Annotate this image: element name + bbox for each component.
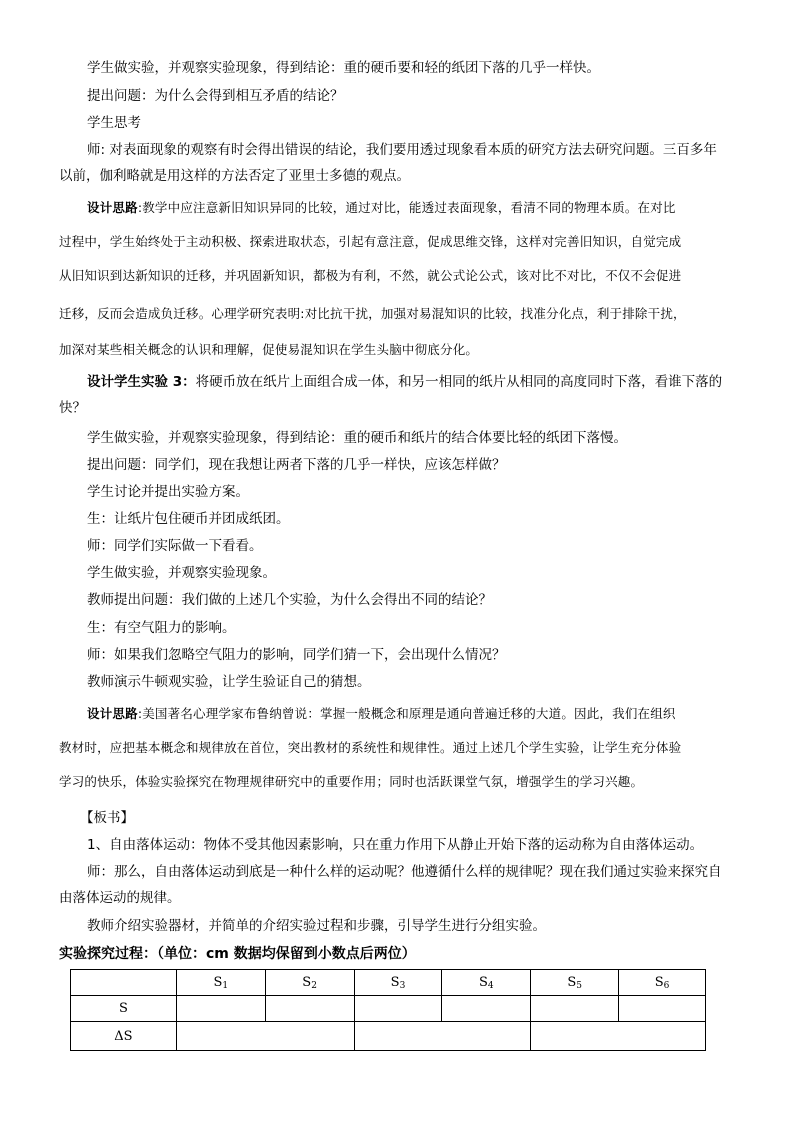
row-label: ΔS bbox=[71, 1022, 177, 1051]
paragraph: 师: 对表面现象的观察有时会得出错误的结论，我们要用透过现象看本质的研究方法去研究问题。三百多年 bbox=[87, 142, 717, 158]
table-cell bbox=[176, 1022, 354, 1051]
table-cell bbox=[265, 996, 354, 1022]
paragraph: 提出问题：同学们，现在我想让两者下落的几乎一样快，应该怎样做？ bbox=[87, 457, 506, 473]
table-cell bbox=[354, 1022, 531, 1051]
paragraph: 学生做实验，并观察实验现象，得到结论：重的硬币和纸片的结合体要比轻的纸团下落慢。 bbox=[87, 430, 627, 446]
experiment-heading: 实验探究过程：（单位：cm 数据均保留到小数点后两位） bbox=[59, 946, 416, 962]
design-thinking-1: 设计思路:教学中应注意新旧知识异同的比较，通过对比，能透过表面现象，看清不同的物理本质。在对比 bbox=[87, 200, 676, 215]
paragraph: 师：如果我们忽略空气阻力的影响，同学们猜一下，会出现什么情况？ bbox=[87, 647, 506, 663]
paragraph: 师：同学们实际做一下看看。 bbox=[87, 538, 263, 554]
design-thinking-2: 设计思路:美国著名心理学家布鲁纳曾说：掌握一般概念和原理是通向普遍迁移的大道。因此，我们在组织 bbox=[87, 706, 676, 721]
table-row bbox=[71, 996, 706, 1022]
paragraph: 快？ bbox=[59, 400, 86, 416]
paragraph: 迁移，反而会造成负迁移。心理学研究表明:对比抗干扰，加强对易混知识的比较，找准分化点，利于排除干扰， bbox=[59, 306, 686, 321]
table-cell bbox=[442, 996, 531, 1022]
paragraph: 师：那么，自由落体运动到底是一种什么样的运动呢？他遵循什么样的规律呢？现在我们通过实验来探究自 bbox=[87, 864, 722, 880]
row-label: S bbox=[71, 996, 177, 1022]
paragraph: 学生做实验，并观察实验现象，得到结论：重的硬币要和轻的纸团下落的几乎一样快。 bbox=[87, 60, 600, 76]
design-label: 设计思路 bbox=[87, 200, 138, 215]
paragraph: 学习的快乐，体验实验探究在物理规律研究中的重要作用；同时也活跃课堂气氛，增强学生的学习兴趣。 bbox=[59, 774, 644, 789]
table-cell bbox=[71, 970, 177, 996]
table-header-row bbox=[71, 970, 706, 996]
paragraph: 提出问题：为什么会得到相互矛盾的结论？ bbox=[87, 88, 344, 104]
paragraph: 由落体运动的规律。 bbox=[59, 890, 181, 906]
paragraph: 教材时，应把基本概念和规律放在首位，突出教材的系统性和规律性。通过上述几个学生实验，让学生充分体验 bbox=[59, 740, 682, 755]
paragraph: 教师提出问题：我们做的上述几个实验，为什么会得出不同的结论？ bbox=[87, 592, 492, 608]
paragraph: 加深对某些相关概念的认识和理解，促使易混知识在学生头脑中彻底分化。 bbox=[59, 342, 479, 357]
table-header-cell: $S_4$ bbox=[442, 970, 531, 996]
paragraph: 学生做实验，并观察实验现象。 bbox=[87, 565, 276, 581]
table-cell bbox=[176, 996, 265, 1022]
table-cell bbox=[619, 996, 706, 1022]
paragraph: 以前，伽利略就是用这样的方法否定了亚里士多德的观点。 bbox=[59, 168, 410, 184]
paragraph: 生：有空气阻力的影响。 bbox=[87, 620, 236, 636]
paragraph: 过程中，学生始终处于主动积极、探索进取状态，引起有意注意，促成思维交锋，这样对完善旧知识，自觉完成 bbox=[59, 234, 682, 249]
table-cell bbox=[531, 996, 619, 1022]
table-row bbox=[71, 1022, 706, 1051]
paragraph: 从旧知识到达新知识的迁移，并巩固新知识，都极为有利，不然，就公式论公式，该对比不对比，不仅不会促进 bbox=[59, 268, 682, 283]
paragraph: 学生讨论并提出实验方案。 bbox=[87, 484, 249, 500]
table-header-cell: $S_6$ bbox=[619, 970, 706, 996]
table-cell bbox=[354, 996, 442, 1022]
experiment-table bbox=[70, 969, 706, 1051]
design-label: 设计思路 bbox=[87, 706, 138, 721]
blackboard-label: 【板书】 bbox=[80, 810, 134, 826]
table-header-cell: $S_5$ bbox=[531, 970, 619, 996]
paragraph: 生：让纸片包住硬币并团成纸团。 bbox=[87, 511, 290, 527]
paragraph: 教师演示牛顿观实验，让学生验证自己的猜想。 bbox=[87, 674, 371, 690]
experiment-label: 设计学生实验 3： bbox=[87, 374, 196, 390]
table-cell bbox=[531, 1022, 706, 1051]
paragraph: 学生思考 bbox=[87, 115, 141, 131]
table-header-cell: $S_2$ bbox=[265, 970, 354, 996]
table-header-cell: $S_1$ bbox=[176, 970, 265, 996]
paragraph: 教师介绍实验器材，并简单的介绍实验过程和步骤，引导学生进行分组实验。 bbox=[87, 918, 546, 934]
paragraph: 1、自由落体运动：物体不受其他因素影响，只在重力作用下从静止开始下落的运动称为自由落体运动。 bbox=[87, 837, 704, 853]
experiment-3: 设计学生实验 3：将硬币放在纸片上面组合成一体，和另一相同的纸片从相同的高度同时下落，看谁下落的 bbox=[87, 374, 723, 390]
table-header-cell: $S_3$ bbox=[354, 970, 442, 996]
